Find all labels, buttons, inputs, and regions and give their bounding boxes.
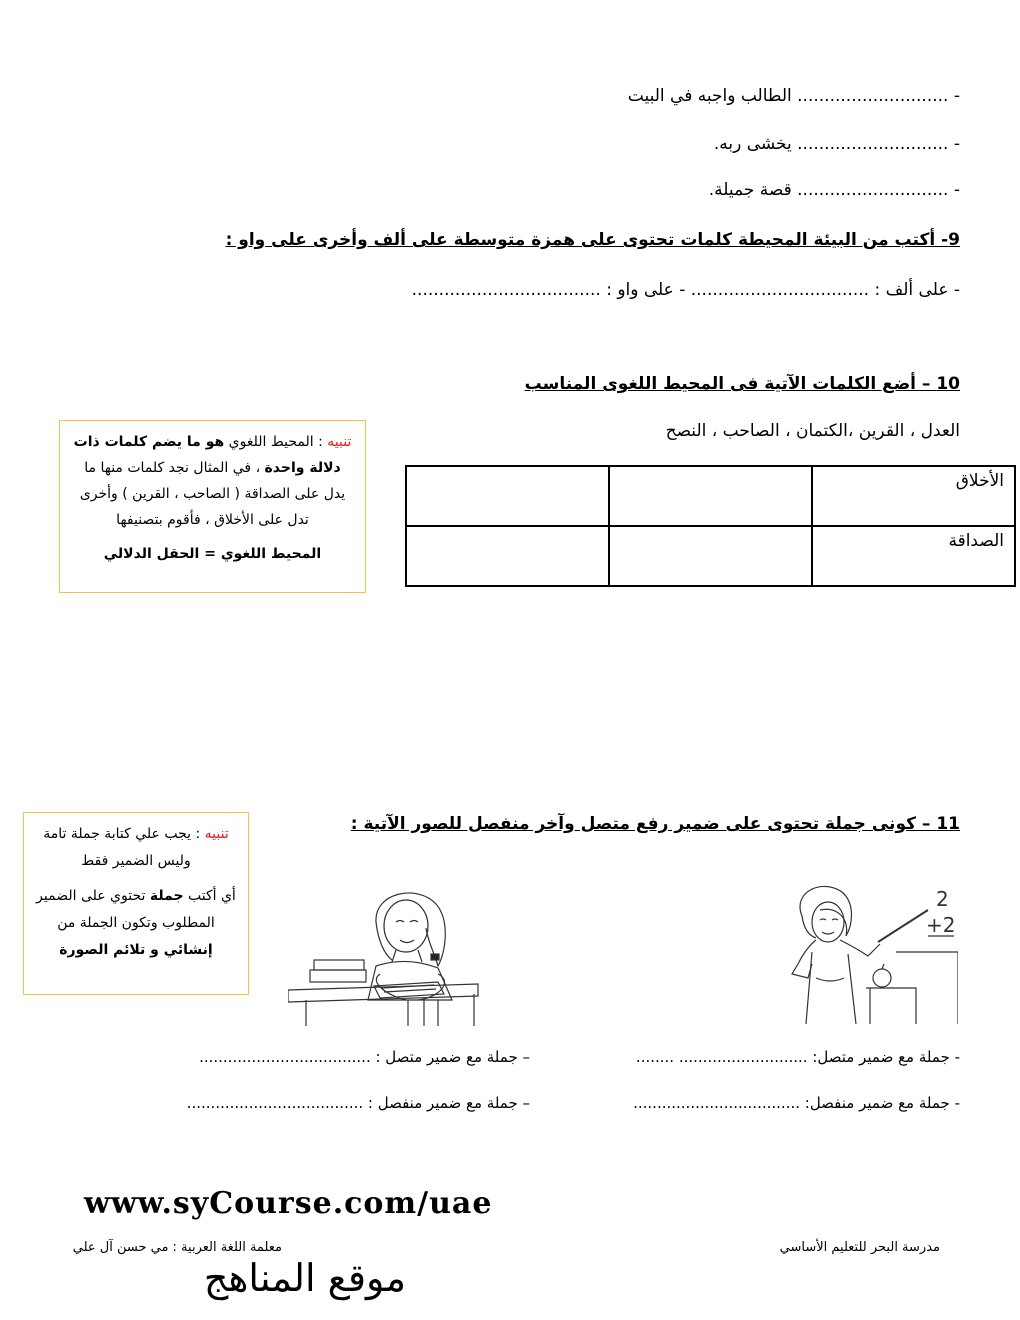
note-text: أي أكتب <box>183 888 236 904</box>
table-cell-answer[interactable] <box>406 466 609 526</box>
table-row <box>406 466 1015 526</box>
table-cell-answer[interactable] <box>609 526 812 586</box>
website-url[interactable]: www.syCourse.com/uae <box>84 1186 493 1221</box>
fill-line-1: - ............................ الطالب واجبه في البيت <box>627 86 960 106</box>
teacher-name: معلمة اللغة العربية : مي حسن آل علي <box>72 1240 282 1255</box>
table-cell-category: الأخلاق <box>812 466 1015 526</box>
fill-line-3: - ............................ قصة جميلة. <box>708 180 960 200</box>
note-label: تنبيه <box>204 826 229 842</box>
board-number-plus-2: +2 <box>926 913 956 937</box>
board-number-2: 2 <box>936 887 949 911</box>
site-name-logo: موقع المناهج <box>203 1256 406 1300</box>
table-cell-category: الصداقة <box>812 526 1015 586</box>
note-footer: المحيط اللغوي = الحقل الدلالي <box>103 546 322 562</box>
q9-heading: 9- أكتب من البيئة المحيطة كلمات تحتوى على همزة متوسطة على ألف وأخرى على واو : <box>225 230 960 250</box>
note-label: تنبيه <box>327 434 352 450</box>
q10-classification-table <box>405 465 1016 587</box>
note-bold: هو ما يضم كلمات ذات دلالة واحدة <box>73 434 341 476</box>
note-bold: إنشائي و تلائم الصورة <box>59 942 213 958</box>
note-text: تحتوي على الضمير المطلوب وتكون الجملة من <box>36 888 215 931</box>
q11-note-para-2 <box>36 883 236 964</box>
q11-left-line-2: – جملة مع ضمير منفصل : ..................................... <box>186 1094 530 1112</box>
table-row <box>406 526 1015 586</box>
q10-note-box <box>59 420 366 593</box>
note-text: : المحيط اللغوي <box>224 434 328 450</box>
girl-writing-illustration <box>288 882 480 1028</box>
q11-left-line-1: – جملة مع ضمير متصل : .................................... <box>199 1048 530 1066</box>
note-bold: جملة <box>149 888 184 904</box>
q10-heading: 10 – أضع الكلمات الآتية فى المحيط اللغوى المناسب <box>524 374 960 394</box>
q11-note-para-1 <box>36 821 236 875</box>
q10-word-list: العدل ، القرين ،الكتمان ، الصاحب ، النصح <box>665 421 960 441</box>
school-name: مدرسة البحر للتعليم الأساسي <box>779 1240 940 1255</box>
q11-note-box <box>23 812 249 995</box>
table-cell-answer[interactable] <box>609 466 812 526</box>
q10-note-body <box>72 429 353 533</box>
fill-line-2: - ............................ يخشى ربه. <box>713 134 960 154</box>
table-cell-answer[interactable] <box>406 526 609 586</box>
note-text: ، في المثال نجد كلمات منها ما يدل على الصداقة ( الصاحب ، القرين ) وأخرى تدل على الأخلاق ، فأقوم بتصنيفها <box>79 460 346 528</box>
q11-right-line-2: - جملة مع ضمير منفصل: ................................... <box>633 1094 960 1112</box>
q9-answer-line: - على ألف : ................................. - على واو : ................................... <box>411 280 960 300</box>
q11-heading: 11 – كونى جملة تحتوى على ضمير رفع متصل وآخر منفصل للصور الآتية : <box>350 814 960 834</box>
teacher-illustration <box>786 882 958 1024</box>
note-text: : يجب علي كتابة جملة تامة وليس الضمير فقط <box>43 826 205 869</box>
q11-right-line-1: - جملة مع ضمير متصل: ........................... ........ <box>635 1048 960 1066</box>
